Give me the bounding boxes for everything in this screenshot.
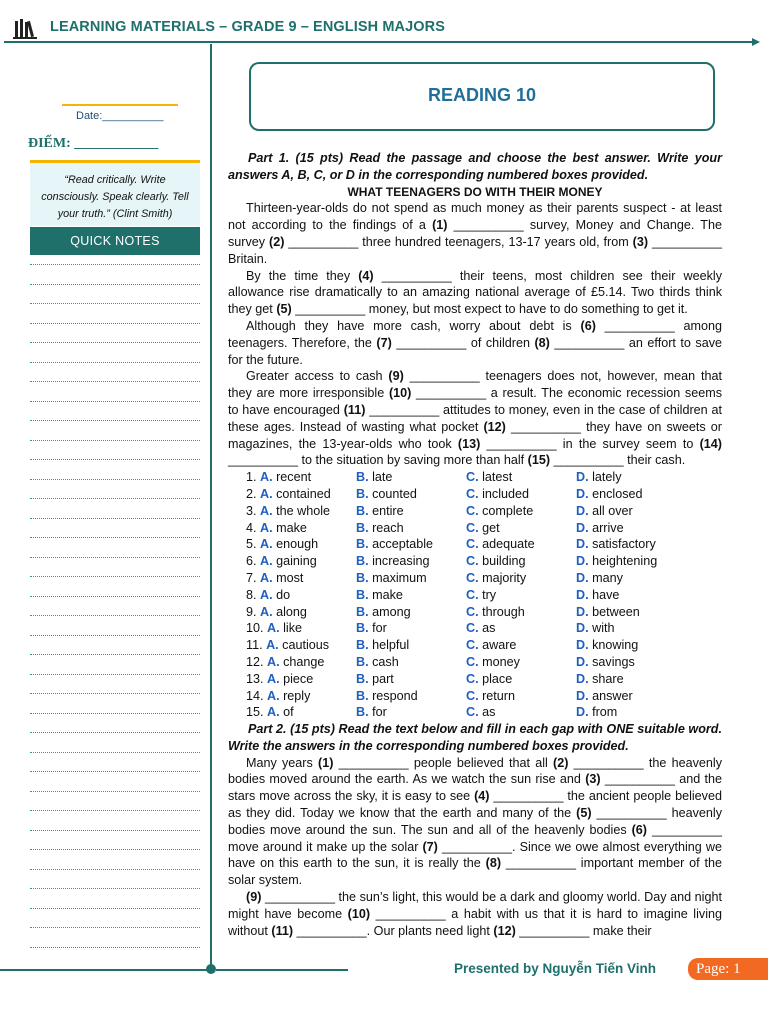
option-text: enclosed <box>588 486 643 501</box>
note-line <box>30 498 200 499</box>
header-arrow-icon <box>752 38 760 46</box>
options-table <box>228 469 722 721</box>
option-c[interactable] <box>466 654 576 671</box>
option-d[interactable] <box>576 704 722 721</box>
option-row <box>228 486 722 503</box>
option-c[interactable] <box>466 503 576 520</box>
option-text: share <box>588 671 624 686</box>
option-a[interactable] <box>228 688 356 705</box>
option-row <box>228 620 722 637</box>
reading-title: READING 10 <box>427 85 537 105</box>
option-letter: C. <box>466 688 479 703</box>
passage-paragraph: Although they have more cash, worry about debt is (6) __________ among teenagers. Therefore, the (7) __________ of children (8) __________ an effort to save for the future. <box>228 318 723 367</box>
option-text: late <box>368 470 393 485</box>
question-number: 12. <box>246 654 268 669</box>
option-row <box>228 688 722 705</box>
option-b[interactable] <box>356 654 466 671</box>
note-line <box>30 303 200 304</box>
option-d[interactable] <box>576 654 722 671</box>
option-a[interactable] <box>228 654 356 671</box>
option-d[interactable] <box>576 520 722 537</box>
option-c[interactable] <box>466 536 576 553</box>
option-letter: C. <box>466 537 479 552</box>
option-letter: B. <box>356 486 369 501</box>
option-letter: A. <box>260 604 273 619</box>
score-label: ĐIỂM: ____________ <box>28 136 159 151</box>
part1-instruction: Part 1. (15 pts) Read the passage and choose the best answer. Write your answers A, B, C, or D in the corresponding numbered boxes provided. <box>228 151 722 182</box>
quick-notes-area[interactable] <box>30 258 200 970</box>
passage-title: WHAT TEENAGERS DO WITH THEIR MONEY <box>347 184 603 199</box>
option-text: cautious <box>278 638 330 653</box>
option-row <box>228 520 722 537</box>
option-b[interactable] <box>356 570 466 587</box>
worksheet-content <box>228 150 722 939</box>
option-letter: B. <box>356 621 369 636</box>
option-letter: C. <box>466 587 479 602</box>
question-number: 1. <box>246 470 261 485</box>
option-letter: C. <box>466 570 479 585</box>
option-text: place <box>478 671 513 686</box>
option-text: all over <box>588 503 633 518</box>
note-line <box>30 576 200 577</box>
option-letter: A. <box>266 638 279 653</box>
option-a[interactable] <box>228 469 356 486</box>
date-label: Date:__________ <box>76 110 164 122</box>
note-line <box>30 752 200 753</box>
option-letter: A. <box>260 470 273 485</box>
option-text: answer <box>588 688 633 703</box>
option-c[interactable] <box>466 520 576 537</box>
question-number: 15. <box>246 705 268 720</box>
note-line <box>30 791 200 792</box>
note-line <box>30 323 200 324</box>
option-text: contained <box>272 486 331 501</box>
note-line <box>30 693 200 694</box>
option-text: money <box>478 654 520 669</box>
note-line <box>30 615 200 616</box>
question-number: 6. <box>246 554 261 569</box>
option-text: complete <box>478 503 534 518</box>
option-text: cash <box>368 654 399 669</box>
note-line <box>30 635 200 636</box>
option-letter: A. <box>260 486 273 501</box>
option-b[interactable] <box>356 587 466 604</box>
option-letter: A. <box>260 587 273 602</box>
note-line <box>30 557 200 558</box>
option-letter: B. <box>356 520 369 535</box>
option-text: reply <box>279 688 311 703</box>
option-b[interactable] <box>356 553 466 570</box>
quick-notes-heading: QUICK NOTES <box>30 227 200 255</box>
option-row <box>228 671 722 688</box>
note-line <box>30 264 200 265</box>
option-letter: D. <box>576 486 589 501</box>
note-line <box>30 342 200 343</box>
option-text: have <box>588 587 620 602</box>
option-text: helpful <box>368 638 410 653</box>
option-c[interactable] <box>466 469 576 486</box>
option-a[interactable] <box>228 587 356 604</box>
option-b[interactable] <box>356 637 466 654</box>
option-row <box>228 654 722 671</box>
question-number: 10. <box>246 621 268 636</box>
option-text: aware <box>478 638 517 653</box>
option-letter: B. <box>356 688 369 703</box>
note-line <box>30 479 200 480</box>
note-line <box>30 810 200 811</box>
option-b[interactable] <box>356 604 466 621</box>
option-text: for <box>368 621 387 636</box>
option-d[interactable] <box>576 570 722 587</box>
option-text: knowing <box>588 638 639 653</box>
option-text: building <box>478 554 526 569</box>
note-line <box>30 440 200 441</box>
option-letter: D. <box>576 587 589 602</box>
note-line <box>30 771 200 772</box>
question-number: 8. <box>246 587 261 602</box>
option-a[interactable] <box>228 536 356 553</box>
option-row <box>228 503 722 520</box>
option-c[interactable] <box>466 553 576 570</box>
option-text: the whole <box>272 503 331 518</box>
option-text: make <box>272 520 307 535</box>
note-line <box>30 908 200 909</box>
option-b[interactable] <box>356 486 466 503</box>
passage-paragraph: By the time they (4) __________ their teens, most children see their weekly allowance rise dramatically to an amazing national average of £5.14. Two thirds think they get (5) __________ money, but most expect to have to do something to get it. <box>228 268 722 317</box>
part2-passage <box>228 755 722 940</box>
note-line <box>30 849 200 850</box>
option-c[interactable] <box>466 587 576 604</box>
option-letter: C. <box>466 671 479 686</box>
note-line <box>30 518 200 519</box>
footer-rule <box>216 969 348 971</box>
option-a[interactable] <box>228 637 356 654</box>
passage-paragraph: (9) __________ the sun’s light, this would be a dark and gloomy world. Day and night might have become (10) __________ a habit with us that it is hard to imagine living without (11) __________. Our plants need light (12) __________ make their <box>228 890 722 938</box>
option-text: counted <box>368 486 417 501</box>
option-row <box>228 587 722 604</box>
option-letter: C. <box>466 621 479 636</box>
option-a[interactable] <box>228 620 356 637</box>
option-text: for <box>368 705 387 720</box>
option-text: through <box>478 604 525 619</box>
option-text: part <box>368 671 394 686</box>
option-text: latest <box>478 470 513 485</box>
note-line <box>30 381 200 382</box>
question-number: 14. <box>246 688 268 703</box>
option-d[interactable] <box>576 553 722 570</box>
option-letter: B. <box>356 570 369 585</box>
option-letter: C. <box>466 520 479 535</box>
question-number: 13. <box>246 671 268 686</box>
option-text: adequate <box>478 537 535 552</box>
option-text: with <box>588 621 615 636</box>
option-letter: C. <box>466 638 479 653</box>
option-text: gaining <box>272 554 317 569</box>
option-letter: D. <box>576 554 589 569</box>
option-c[interactable] <box>466 486 576 503</box>
footer-rule-left <box>0 969 210 971</box>
part1-passage <box>228 200 722 469</box>
option-d[interactable] <box>576 536 722 553</box>
option-letter: A. <box>267 705 280 720</box>
option-a[interactable] <box>228 520 356 537</box>
option-c[interactable] <box>466 570 576 587</box>
note-line <box>30 869 200 870</box>
note-line <box>30 362 200 363</box>
option-text: do <box>272 587 291 602</box>
option-b[interactable] <box>356 620 466 637</box>
option-letter: D. <box>576 503 589 518</box>
question-number: 11. <box>246 638 267 653</box>
option-text: try <box>478 587 497 602</box>
option-letter: D. <box>576 638 589 653</box>
option-a[interactable] <box>228 704 356 721</box>
option-letter: A. <box>260 570 273 585</box>
part2-instruction: Part 2. (15 pts) Read the text below and fill in each gap with ONE suitable word. Write the answers in the corresponding numbered boxes provided. <box>228 722 722 753</box>
option-letter: D. <box>576 654 589 669</box>
option-text: increasing <box>368 554 430 569</box>
option-letter: D. <box>576 570 589 585</box>
option-a[interactable] <box>228 503 356 520</box>
option-text: like <box>279 621 303 636</box>
option-d[interactable] <box>576 486 722 503</box>
option-letter: A. <box>260 537 273 552</box>
option-d[interactable] <box>576 604 722 621</box>
option-d[interactable] <box>576 637 722 654</box>
option-text: enough <box>272 537 319 552</box>
option-b[interactable] <box>356 671 466 688</box>
note-line <box>30 674 200 675</box>
option-c[interactable] <box>466 688 576 705</box>
option-letter: D. <box>576 470 589 485</box>
note-line <box>30 888 200 889</box>
option-c[interactable] <box>466 671 576 688</box>
option-text: acceptable <box>368 537 434 552</box>
option-d[interactable] <box>576 503 722 520</box>
option-text: between <box>588 604 640 619</box>
option-text: lately <box>588 470 622 485</box>
option-d[interactable] <box>576 469 722 486</box>
option-letter: D. <box>576 705 589 720</box>
option-row <box>228 536 722 553</box>
question-number: 5. <box>246 537 261 552</box>
option-text: satisfactory <box>588 537 656 552</box>
option-letter: A. <box>260 520 273 535</box>
option-b[interactable] <box>356 536 466 553</box>
option-letter: D. <box>576 671 589 686</box>
option-letter: A. <box>267 671 280 686</box>
option-letter: C. <box>466 486 479 501</box>
quote-box <box>30 160 200 226</box>
option-text: included <box>478 486 530 501</box>
option-text: of <box>279 705 294 720</box>
note-line <box>30 654 200 655</box>
option-text: many <box>588 570 623 585</box>
option-text: get <box>478 520 500 535</box>
option-row <box>228 570 722 587</box>
header-title: LEARNING MATERIALS – GRADE 9 – ENGLISH MAJORS <box>50 19 445 35</box>
option-a[interactable] <box>228 486 356 503</box>
option-letter: B. <box>356 554 369 569</box>
option-d[interactable] <box>576 688 722 705</box>
option-letter: C. <box>466 554 479 569</box>
note-line <box>30 401 200 402</box>
option-letter: B. <box>356 705 369 720</box>
presenter-credit: Presented by Nguyễn Tiến Vinh <box>454 961 657 976</box>
option-row <box>228 637 722 654</box>
note-line <box>30 537 200 538</box>
option-text: maximum <box>368 570 427 585</box>
bookshelf-icon <box>12 16 38 42</box>
option-d[interactable] <box>576 620 722 637</box>
option-letter: D. <box>576 537 589 552</box>
question-number: 4. <box>246 520 261 535</box>
quote-text: “Read critically. Write consciously. Speak clearly. Tell your truth.” (Clint Smith) <box>41 174 189 220</box>
option-text: make <box>368 587 403 602</box>
option-row <box>228 604 722 621</box>
option-letter: B. <box>356 671 369 686</box>
option-text: savings <box>588 654 635 669</box>
option-a[interactable] <box>228 671 356 688</box>
note-line <box>30 732 200 733</box>
option-letter: B. <box>356 654 369 669</box>
option-text: entire <box>368 503 404 518</box>
option-text: arrive <box>588 520 624 535</box>
option-text: as <box>478 621 496 636</box>
option-letter: D. <box>576 688 589 703</box>
option-text: among <box>368 604 411 619</box>
header-rule <box>4 41 756 43</box>
option-b[interactable] <box>356 704 466 721</box>
option-letter: D. <box>576 621 589 636</box>
option-text: reach <box>368 520 404 535</box>
date-rule <box>62 104 178 106</box>
option-d[interactable] <box>576 587 722 604</box>
note-line <box>30 284 200 285</box>
option-letter: C. <box>466 604 479 619</box>
option-letter: A. <box>260 554 273 569</box>
option-text: most <box>272 570 304 585</box>
option-b[interactable] <box>356 520 466 537</box>
option-letter: B. <box>356 638 369 653</box>
passage-paragraph: Many years (1) __________ people believed that all (2) __________ the heavenly bodies moved around the earth. As we watch the sun rise and (3) __________ and the stars move across the sky, it is easy to see (4) __________ the ancient people believed as they did. Today we know that the earth and many of the (5) __________ heavenly bodies move around the sun. The sun and all of the heavenly bodies (6) __________ move around it make up the solar (7) __________. Since we owe almost everything we have on this earth to the sun, it is really the (8) __________ important member of the solar system. <box>228 755 723 888</box>
passage-paragraph: Greater access to cash (9) __________ teenagers does not, however, mean that they are more irresponsible (10) __________ a result. The economic recession seems to have encouraged (11) __________ attitudes to money, even in the case of children at these ages. Instead of wasting what pocket (12) __________ they have on sweets or magazines, the 13-year-olds who took (13) __________ in the survey seem to (14) __________ to the situation by saving more than half (15) __________ their cash. <box>228 369 723 468</box>
option-text: piece <box>279 671 314 686</box>
option-letter: B. <box>356 587 369 602</box>
option-letter: A. <box>267 621 280 636</box>
option-letter: B. <box>356 537 369 552</box>
option-d[interactable] <box>576 671 722 688</box>
passage-paragraph: Thirteen-year-olds do not spend as much money as their parents suspect - at least not according to the findings of a (1) __________ survey, Money and Change. The survey (2) __________ three hundred teenagers, 13-17 years old, from (3) __________ Britain. <box>228 201 723 266</box>
option-a[interactable] <box>228 553 356 570</box>
note-line <box>30 420 200 421</box>
note-line <box>30 927 200 928</box>
option-letter: C. <box>466 654 479 669</box>
option-row <box>228 553 722 570</box>
option-letter: B. <box>356 503 369 518</box>
option-letter: C. <box>466 503 479 518</box>
note-line <box>30 713 200 714</box>
option-text: respond <box>368 688 418 703</box>
option-text: from <box>588 705 618 720</box>
option-c[interactable] <box>466 620 576 637</box>
option-c[interactable] <box>466 637 576 654</box>
option-a[interactable] <box>228 570 356 587</box>
option-row <box>228 704 722 721</box>
option-text: majority <box>478 570 527 585</box>
question-number: 9. <box>246 604 261 619</box>
option-text: heightening <box>588 554 658 569</box>
page-badge: Page: 1 <box>688 958 768 980</box>
option-b[interactable] <box>356 503 466 520</box>
note-line <box>30 947 200 948</box>
option-letter: B. <box>356 470 369 485</box>
note-line <box>30 459 200 460</box>
option-letter: D. <box>576 604 589 619</box>
note-line <box>30 830 200 831</box>
option-letter: A. <box>260 503 273 518</box>
option-text: as <box>478 705 496 720</box>
option-letter: A. <box>267 654 280 669</box>
option-c[interactable] <box>466 604 576 621</box>
option-letter: D. <box>576 520 589 535</box>
option-c[interactable] <box>466 704 576 721</box>
option-letter: A. <box>267 688 280 703</box>
option-row <box>228 469 722 486</box>
note-line <box>30 596 200 597</box>
option-b[interactable] <box>356 688 466 705</box>
option-letter: B. <box>356 604 369 619</box>
option-letter: C. <box>466 470 479 485</box>
option-text: along <box>272 604 307 619</box>
question-number: 2. <box>246 486 261 501</box>
option-b[interactable] <box>356 469 466 486</box>
option-text: change <box>279 654 325 669</box>
option-a[interactable] <box>228 604 356 621</box>
question-number: 7. <box>246 570 261 585</box>
sidebar-divider <box>210 44 212 972</box>
reading-title-box <box>249 62 715 131</box>
option-letter: C. <box>466 705 479 720</box>
option-text: return <box>478 688 515 703</box>
question-number: 3. <box>246 503 261 518</box>
option-text: recent <box>272 470 312 485</box>
